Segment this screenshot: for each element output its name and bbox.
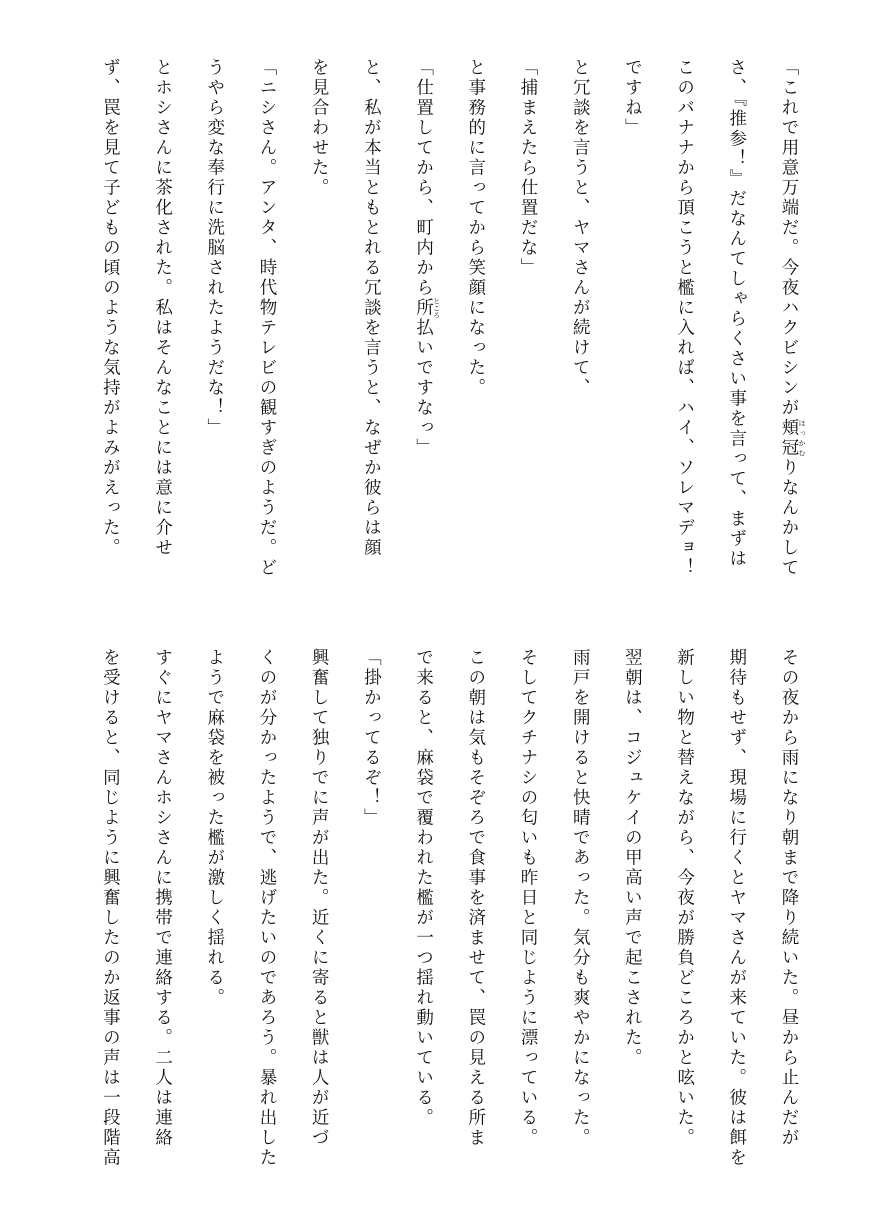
ruby-reading: ほっかむ: [798, 418, 806, 458]
text-line: すぐにヤマさんホシさんに携帯で連絡する。二人は連絡: [152, 648, 173, 1148]
text-line: 翌朝は、コジュケイの甲高い声で起こされた。: [622, 648, 643, 1068]
text-line: 雨戸を開けると快晴であった。気分も爽やかになった。: [570, 648, 591, 1148]
text-line: 「ニシさん。アンタ、時代物テレビの観すぎのようだ。ど: [256, 58, 277, 578]
text-line: と事務的に言ってから笑顔になった。: [465, 58, 486, 398]
line-text-tail: 払いですなっ」: [413, 318, 434, 458]
furigana-ruby: [413, 297, 441, 319]
text-line: と冗談を言うと、ヤマさんが続けて、: [570, 58, 591, 398]
text-line: ようで麻袋を被った檻が激しく揺れる。: [204, 648, 225, 1008]
text-line: で来ると、麻袋で覆われた檻が一つ揺れ動いている。: [413, 648, 434, 1128]
ruby-base: 所: [413, 297, 434, 319]
text-line: 期待もせず、現場に行くとヤマさんが来ていた。彼は餌を: [726, 648, 747, 1168]
line-text-tail: りなんかして: [779, 458, 799, 578]
text-line: ず、罠を見て子どもの頃のような気持がよみがえった。: [100, 58, 121, 558]
text-line: 「掛かってるぞ！」: [361, 648, 382, 828]
ruby-base: 頬冠: [779, 418, 799, 458]
text-line: 新しい物と替えながら、今夜が勝負どころかと呟いた。: [674, 648, 695, 1148]
text-line: を受けると、同じように興奮したのか返事の声は一段階高: [100, 648, 121, 1168]
ruby-reading: ところ: [432, 297, 441, 319]
text-line: [763, 58, 815, 598]
text-line: このバナナから頂こうと檻に入れば、ハイ、ソレマデョ！: [674, 58, 695, 578]
text-line: この朝は気もそぞろで食事を済ませて、罠の見える所ま: [465, 648, 486, 1148]
text-line: 「捕まえたら仕置だな」: [517, 58, 538, 278]
text-line: を見合わせた。: [309, 58, 330, 198]
lower-text-block: [85, 648, 815, 1188]
text-line: とホシさんに茶化された。私はそんなことには意に介せ: [152, 58, 173, 558]
line-text: 「仕置してから、町内から: [413, 58, 434, 298]
text-line: くのが分かったようで、逃げたいのであろう。暴れ出した: [256, 648, 277, 1168]
text-line: そしてクチナシの匂いも昨日と同じように漂っている。: [517, 648, 538, 1148]
text-line: ですね」: [622, 58, 643, 138]
text-line: [397, 58, 449, 598]
text-line: その夜から雨になり朝まで降り続いた。昼から止んだが: [779, 648, 799, 1148]
text-line: 興奮して独りでに声が出た。近くに寄ると獣は人が近づ: [309, 648, 330, 1148]
text-line: と、私が本当ともとれる冗談を言うと、なぜか彼らは顔: [361, 58, 382, 558]
text-line: うやら変な奉行に洗脳されたようだな！」: [204, 58, 225, 438]
line-text: 「これで用意万端だ。今夜ハクビシンが: [779, 58, 799, 418]
text-line: さ、『推参！』だなんてしゃらくさい事を言って、まずは: [726, 58, 747, 570]
upper-text-block: [85, 58, 815, 598]
furigana-ruby: [779, 418, 806, 458]
